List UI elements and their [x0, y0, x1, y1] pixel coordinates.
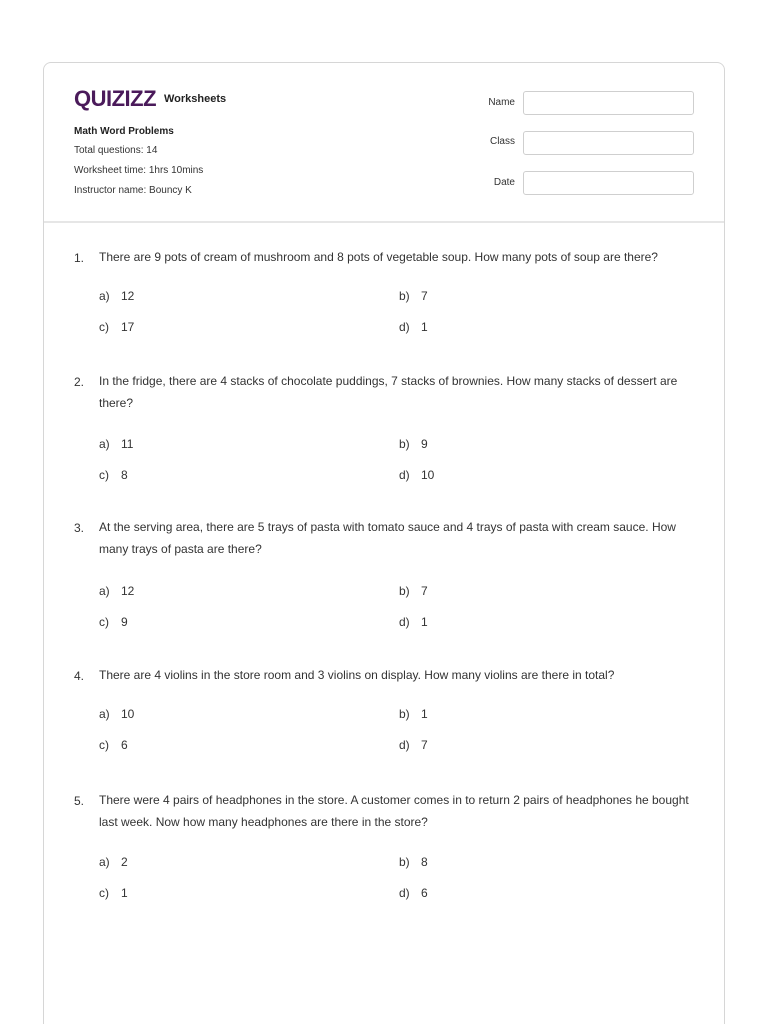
question-number: 1. [74, 251, 85, 265]
worksheet-header [44, 63, 724, 223]
option-a[interactable]: a) 11 [99, 437, 134, 451]
worksheet-title: Math Word Problems [74, 126, 174, 137]
option-c[interactable]: c) 17 [99, 320, 135, 334]
total-questions: Total questions: 14 [74, 145, 158, 156]
option-d[interactable]: d) 1 [399, 320, 428, 334]
product-name: Worksheets [164, 93, 227, 105]
option-b[interactable]: b) 9 [399, 437, 428, 451]
question-number: 3. [74, 521, 85, 535]
option-c[interactable]: c) 6 [99, 738, 128, 752]
class-label: Class [489, 136, 515, 147]
question-1 [74, 251, 704, 341]
worksheet-page [43, 62, 725, 1024]
option-c[interactable]: c) 8 [99, 468, 128, 482]
svg-text:QUIZIZZ: QUIZIZZ [74, 86, 157, 111]
question-4 [74, 669, 704, 759]
brand-logo [74, 85, 226, 111]
option-b[interactable]: b) 1 [399, 707, 428, 721]
question-text: There were 4 pairs of headphones in the store. A customer comes in to return 2 pairs of headphones he bought last week. Now how many headphones are there in the store? [99, 793, 689, 829]
question-5 [74, 794, 704, 904]
option-d[interactable]: d) 7 [399, 738, 428, 752]
option-a[interactable]: a) 10 [99, 707, 135, 721]
question-text: There are 4 violins in the store room and 3 violins on display. How many violins are there in total? [99, 668, 615, 682]
date-field[interactable] [523, 171, 694, 195]
option-a[interactable]: a) 2 [99, 855, 128, 869]
question-number: 4. [74, 669, 85, 683]
question-text: There are 9 pots of cream of mushroom and 8 pots of vegetable soup. How many pots of soup are there? [99, 250, 658, 264]
option-d[interactable]: d) 10 [399, 468, 435, 482]
option-d[interactable]: d) 1 [399, 615, 428, 629]
option-c[interactable]: c) 9 [99, 615, 128, 629]
question-2 [74, 375, 704, 485]
option-b[interactable]: b) 7 [399, 584, 428, 598]
name-field[interactable] [523, 91, 694, 115]
quizizz-logo-icon [74, 85, 158, 111]
date-label: Date [493, 177, 515, 188]
option-a[interactable]: a) 12 [99, 584, 135, 598]
question-number: 2. [74, 375, 85, 389]
option-c[interactable]: c) 1 [99, 886, 128, 900]
option-d[interactable]: d) 6 [399, 886, 428, 900]
option-b[interactable]: b) 7 [399, 289, 428, 303]
question-number: 5. [74, 794, 85, 808]
question-text: In the fridge, there are 4 stacks of chocolate puddings, 7 stacks of brownies. How many stacks of dessert are there? [99, 374, 678, 410]
class-field[interactable] [523, 131, 694, 155]
question-text: At the serving area, there are 5 trays of pasta with tomato sauce and 4 trays of pasta with cream sauce. How many trays of pasta are there? [99, 520, 676, 556]
question-3 [74, 521, 704, 631]
option-a[interactable]: a) 12 [99, 289, 135, 303]
instructor-name: Instructor name: Bouncy K [74, 185, 192, 196]
option-b[interactable]: b) 8 [399, 855, 428, 869]
worksheet-time: Worksheet time: 1hrs 10mins [74, 165, 204, 176]
name-label: Name [488, 97, 515, 108]
